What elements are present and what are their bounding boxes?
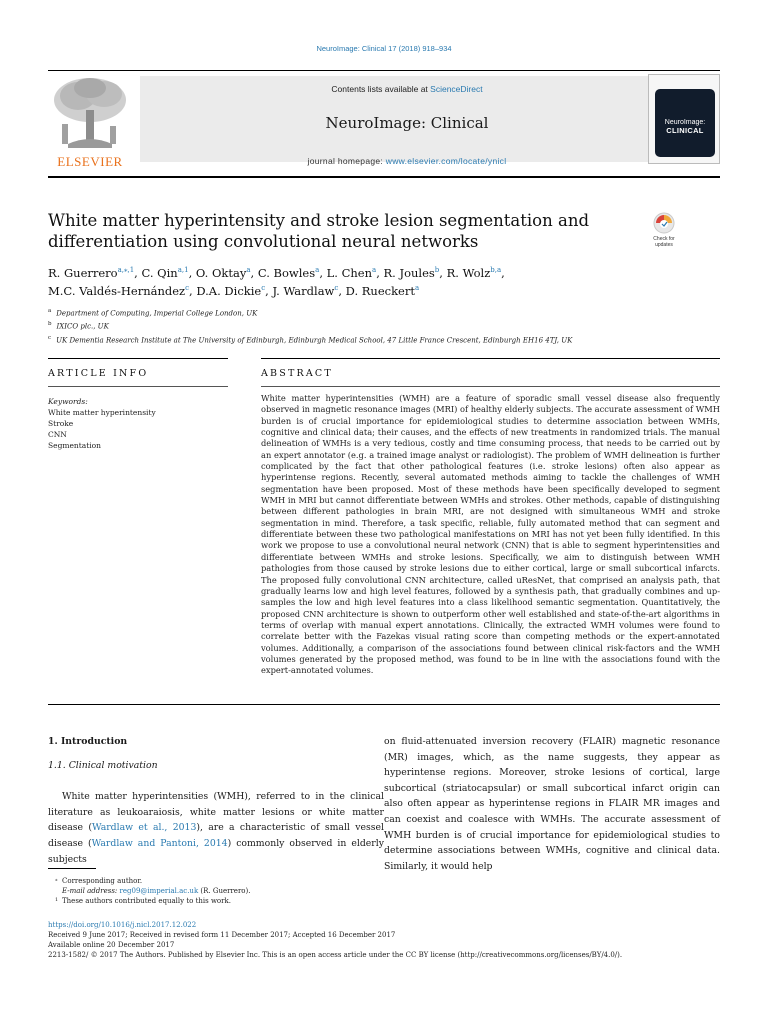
email-suffix: (R. Guerrero). [198,887,251,895]
journal-citation-line[interactable]: NeuroImage: Clinical 17 (2018) 918–934 [316,44,452,53]
affiliation-mark: a [48,308,52,314]
abstract-heading: ABSTRACT [261,368,333,379]
author-name[interactable]: D. Rueckert [345,284,415,298]
header-gray-panel [140,76,674,166]
badge-text [646,236,682,248]
author-affiliation-mark[interactable]: a [372,266,377,275]
author-affiliation-mark[interactable]: b,a [490,266,502,275]
keywords-block [48,396,228,451]
author-list [48,264,720,300]
affiliation-item [48,306,720,319]
author-affiliation-mark[interactable]: c [334,284,339,293]
author-affiliation-mark[interactable]: a [246,266,251,275]
cover-title-line2: CLINICAL [666,126,704,135]
author-affiliation-mark[interactable]: c [185,284,190,293]
footnote-corresponding-text: Corresponding author. [62,877,143,885]
author-separator: , [188,266,196,280]
email-label: E-mail address: [62,887,120,895]
check-updates-icon [646,212,682,236]
author-separator: , [501,266,505,280]
author-separator: , [189,284,197,298]
keyword-item: CNN [48,430,67,439]
abstract-bottom-rule [48,704,720,705]
author-separator: , [319,266,327,280]
cover-title [655,119,715,136]
author-name[interactable]: M.C. Valdés-Hernández [48,284,186,298]
affiliation-text: Department of Computing, Imperial College London, UK [56,309,258,318]
badge-line2: updates [655,242,673,248]
tree-icon [48,74,132,152]
intro-paragraph-left [48,789,384,867]
author-affiliation-mark[interactable]: a [315,266,320,275]
footnote-mark-star: ⁎ [55,877,58,883]
author-name[interactable]: R. Joules [383,266,435,280]
homepage-link[interactable]: www.elsevier.com/locate/ynicl [385,156,507,166]
journal-name: NeuroImage: Clinical [325,114,489,132]
footnotes [48,876,720,906]
ref-wardlaw-2013[interactable]: Wardlaw et al., 2013 [91,822,197,834]
author-name[interactable]: J. Wardlaw [272,284,335,298]
keywords-label: Keywords: [48,397,88,406]
author-name[interactable]: C. Bowles [257,266,316,280]
received-dates: Received 9 June 2017; Received in revised form 11 December 2017; Accepted 16 December 2017 [48,931,396,939]
abstract-text: White matter hyperintensities (WMH) are a feature of sporadic small vessel disease also frequently observed in magnetic resonance images (MRI) of healthy elderly subjects. The accurate assessment of WMH burden is of crucial importance for epidemiological studies to determine association between WMHs, cognitive and clinical data; their causes, and the effects of new treatments in randomized trials. The manual delineation of WMHs is a very tedious, costly and time consuming process, that needs to be carried out by an expert annotator (e.g. a trained image analyst or radiologist). The problem of WMH delineation is further complicated by the fact that other pathological features (i.e. stroke lesions) often also appear as hyperintense regions. Recently, several automated methods aiming to tackle the challenges of WMH segmentation have been proposed. Most of these methods have been specifically developed to segment WMH in MRI but cannot differentiate between WMHs and strokes. Other methods, capable of distinguishing between different pathologies in brain MRI, are not designed with simultaneous WMH and stroke segmentation in mind. Therefore, a task specific, reliable, fully automated method that can segment and differentiate between these two pathological manifestations on MRI has not yet been fully identified. In this work we propose to use a convolutional neural network (CNN) that is able to segment hyperintensities and differentiate between WMHs and stroke lesions. Specifically, we aim to distinguish between WMH pathologies from those caused by stroke lesions due to either cortical, large or small subcortical infarcts. The proposed fully convolutional CNN architecture, called uResNet, that comprised an analysis path, that gradually learns low and high level features, followed by a synthesis path, that gradually combines and up-samples the low and high level features into a class likelihood semantic segmentation. Quantitatively, the proposed CNN architecture is shown to outperform other well established and state-of-the-art algorithms in terms of overlap with manual expert annotations. Clinically, the extracted WMH volumes were found to correlate better with the Fazekas visual rating score than competing methods or the expert-annotated volumes. Additionally, a comparison of the associations found between clinical risk-factors and the WMH volumes generated by the proposed method, was found to be in line with the associations found with the expert-annotated volumes. [261,393,720,676]
available-online-date: Available online 20 December 2017 [48,941,175,949]
elsevier-logo[interactable] [48,74,132,169]
email-link[interactable]: reg09@imperial.ac.uk [119,887,199,895]
left-column [48,734,384,867]
footnote-equal-text: These authors contributed equally to this work. [62,897,231,905]
author-separator: , [338,284,346,298]
author-separator: , [250,266,258,280]
affiliation-text: UK Dementia Research Institute at The University of Edinburgh, Edinburgh Medical School, 47 Little France Crescent, Edinburgh EH16 4TJ, UK [56,335,573,344]
author-name[interactable]: R. Guerrero [48,266,118,280]
author-name[interactable]: C. Qin [141,266,178,280]
author-affiliation-mark[interactable]: b [434,266,440,275]
journal-header [48,70,720,168]
left-text-3: ) commonly observed in elderly subjects [48,837,384,865]
article-info-heading: ARTICLE INFO [48,368,149,379]
article-info-mid-rule [48,386,228,387]
elsevier-wordmark: ELSEVIER [57,154,123,169]
cover-image [655,89,715,157]
footnote-corresponding [48,876,720,886]
affiliation-item [48,333,720,346]
author-name[interactable]: L. Chen [326,266,372,280]
author-name[interactable]: O. Oktay [195,266,247,280]
footnote-equal-contribution [48,896,720,906]
abstract-top-rule [261,358,720,359]
keyword-item: White matter hyperintensity [48,408,156,417]
right-column [384,734,720,874]
left-text-2: ), are a characteristic of small vessel disease ( [48,822,384,849]
cover-title-line1: NeuroImage: [664,119,706,126]
keyword-item: Segmentation [48,441,102,450]
journal-homepage-line [140,156,674,166]
affiliation-mark: b [48,321,52,328]
author-name[interactable]: D.A. Dickie [196,284,262,298]
author-separator: , [265,284,273,298]
footnote-mark-1: 1 [55,897,59,903]
author-affiliation-mark[interactable]: c [261,284,266,293]
header-bottom-rule [48,176,720,178]
author-separator: , [134,266,142,280]
affiliation-item [48,319,720,332]
author-affiliation-mark[interactable]: a,⁎,1 [117,266,135,275]
keyword-item: Stroke [48,419,74,428]
ref-wardlaw-pantoni-2014[interactable]: Wardlaw and Pantoni, 2014 [91,837,228,849]
affiliation-text: IXICO plc., UK [56,322,109,331]
sciencedirect-link[interactable]: ScienceDirect [430,84,483,94]
left-text-1: White matter hyperintensities (WMH), referred to in the clinical literature as leukoaraiosis, white matter lesions or white matter disease ( [48,791,384,834]
article-metadata [48,920,720,960]
title-line-2: differentiation using convolutional neural networks [48,232,479,251]
footnote-email [48,886,720,896]
author-affiliation-mark[interactable]: a,1 [177,266,189,275]
article-title [48,210,608,252]
homepage-label: journal homepage: [307,156,386,166]
author-separator: , [376,266,384,280]
keyword-list [48,407,228,451]
doi-link[interactable]: https://doi.org/10.1016/j.nicl.2017.12.022 [48,921,197,929]
footnote-rule [48,868,96,869]
check-for-updates-badge[interactable] [646,212,682,254]
author-affiliation-mark[interactable]: a [414,284,420,293]
contents-available-line [140,84,674,94]
section-heading-introduction: 1. Introduction [48,736,128,747]
title-line-1: White matter hyperintensity and stroke lesion segmentation and [48,211,590,230]
license-line: 2213-1582/ © 2017 The Authors. Published by Elsevier Inc. This is an open access article under the CC BY license (http://creativecommons.org/licenses/BY/4.0/). [48,951,623,959]
author-name[interactable]: R. Wolz [446,266,491,280]
author-separator: , [439,266,447,280]
subsection-heading-clinical-motivation: 1.1. Clinical motivation [48,759,158,771]
article-info-top-rule [48,358,228,359]
affiliations [48,306,720,346]
journal-cover[interactable] [648,74,720,164]
badge-line1: Check for [653,236,675,242]
intro-paragraph-right: on fluid-attenuated inversion recovery (FLAIR) magnetic resonance (MR) images, which, as the name suggests, they appear as hyperintense regions. Moreover, stroke lesions of cortical, large subcortical (striatocapsular) or small subcortical infarct origin can also often appear as hyperintense regions in FLAIR MR images and can coexist and coalesce with WMHs. The accurate assessment of WMH burden is of crucial importance for epidemiological studies to determine associations between WMHs, cognitive and clinical data. Similarly, it would help [384,736,720,872]
affiliation-mark: c [48,334,52,341]
contents-prefix: Contents lists available at [331,84,431,94]
abstract-mid-rule [261,386,720,387]
